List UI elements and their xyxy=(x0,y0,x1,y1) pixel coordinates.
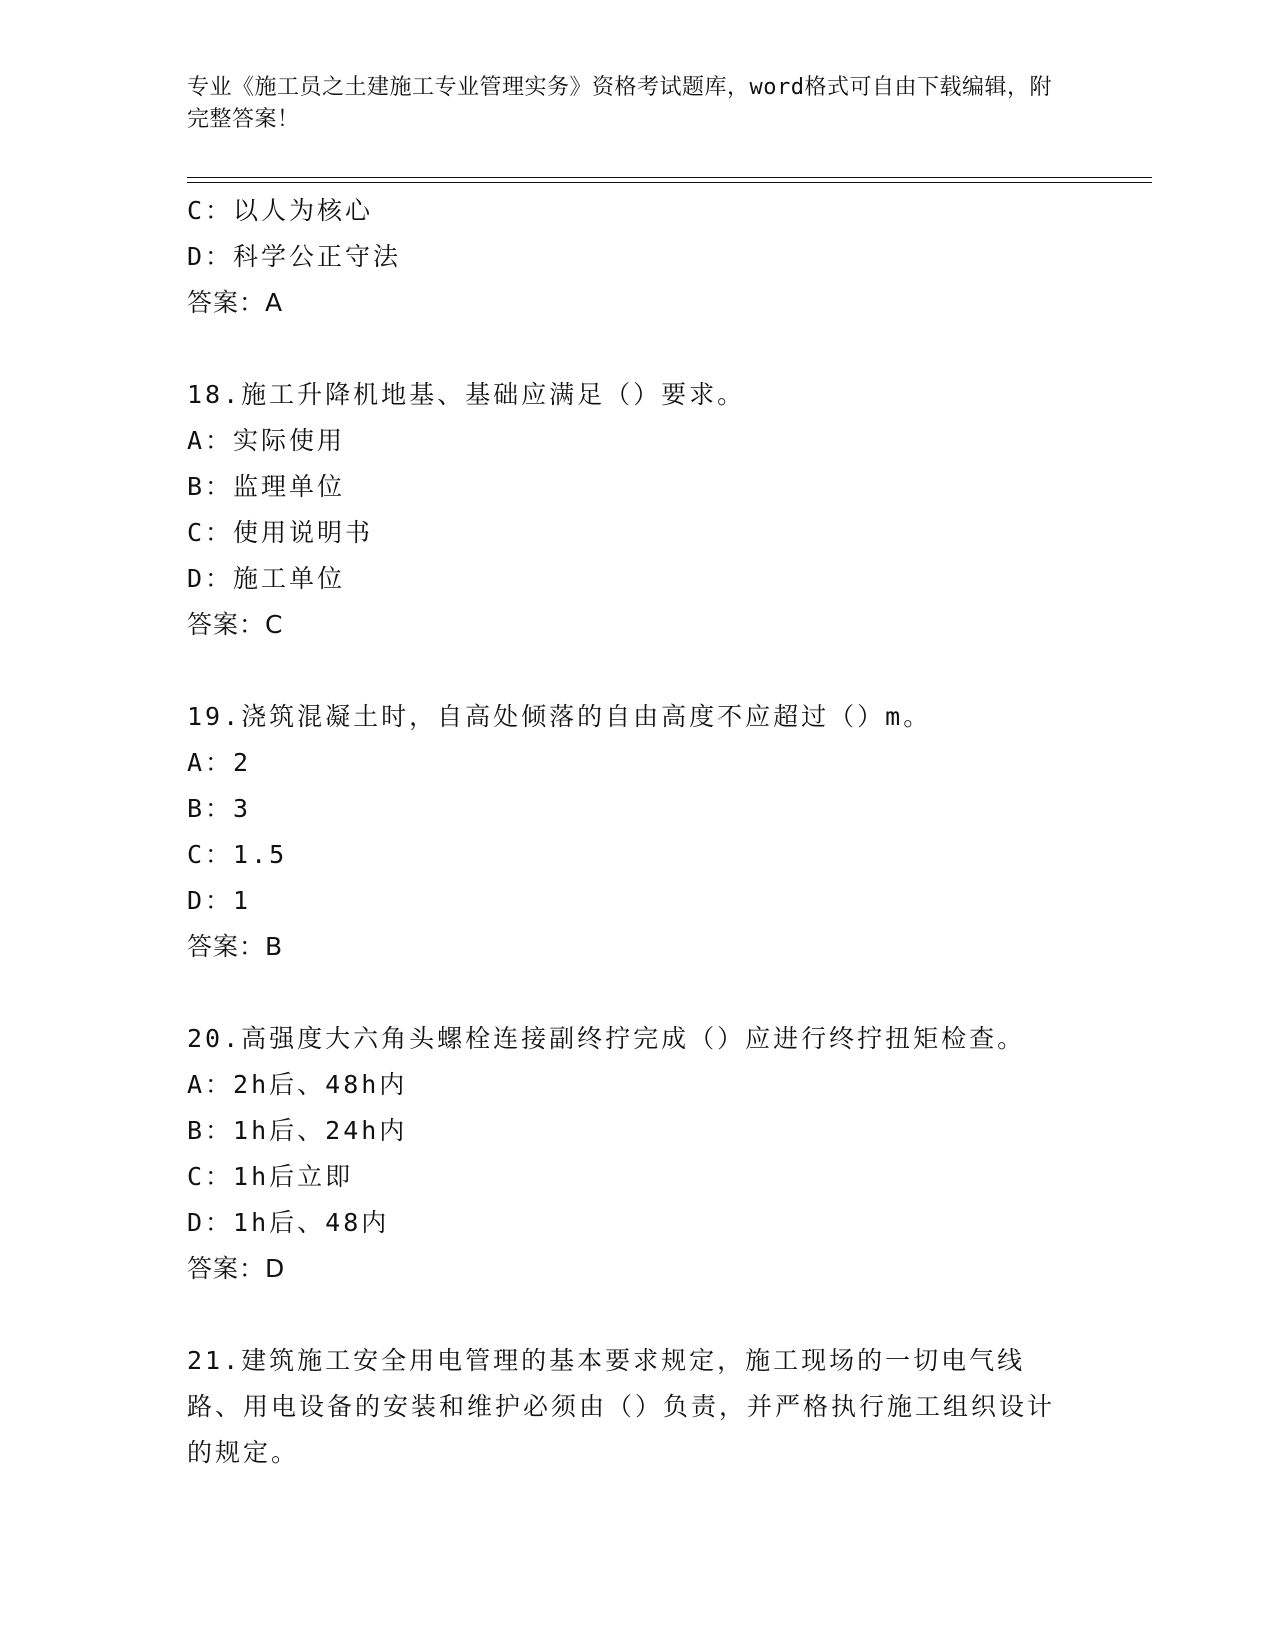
spacer xyxy=(187,970,1087,1016)
option-d: D：科学公正守法 xyxy=(187,242,402,271)
header-divider-top xyxy=(187,177,1152,178)
option-a: A：2 xyxy=(187,748,252,777)
question-17-block xyxy=(187,188,1087,326)
question-19-block xyxy=(187,694,1087,970)
option-c: C：使用说明书 xyxy=(187,518,374,547)
option-a: A：实际使用 xyxy=(187,426,346,455)
option-c: C：1.5 xyxy=(187,840,288,869)
answer-line: 答案：A xyxy=(187,288,284,317)
option-c: C：以人为核心 xyxy=(187,196,374,225)
spacer xyxy=(187,326,1087,372)
question-18-block xyxy=(187,372,1087,648)
question-text: 19.浇筑混凝土时，自高处倾落的自由高度不应超过（）m。 xyxy=(187,702,932,731)
question-text: 20.高强度大六角头螺栓连接副终拧完成（）应进行终拧扭矩检查。 xyxy=(187,1024,1026,1053)
answer-line: 答案：D xyxy=(187,1254,286,1283)
option-a: A：2h后、48h内 xyxy=(187,1070,408,1099)
question-21-block xyxy=(187,1338,1087,1476)
spacer xyxy=(187,648,1087,694)
question-list xyxy=(187,188,1087,1476)
question-text: 21.建筑施工安全用电管理的基本要求规定，施工现场的一切电气线路、用电设备的安装和维护必须由（）负责，并严格执行施工组织设计的规定。 xyxy=(187,1346,1056,1467)
document-header: 专业《施工员之土建施工专业管理实务》资格考试题库，word格式可自由下载编辑，附完整答案！ xyxy=(187,75,1052,132)
header-divider-bottom xyxy=(187,182,1152,183)
option-d: D：施工单位 xyxy=(187,564,346,593)
answer-line: 答案：C xyxy=(187,610,284,639)
option-d: D：1h后、48内 xyxy=(187,1208,390,1237)
spacer xyxy=(187,1292,1087,1338)
option-b: B：3 xyxy=(187,794,252,823)
question-20-block xyxy=(187,1016,1087,1292)
option-b: B：监理单位 xyxy=(187,472,346,501)
option-d: D：1 xyxy=(187,886,252,915)
question-text: 18.施工升降机地基、基础应满足（）要求。 xyxy=(187,380,746,409)
answer-line: 答案：B xyxy=(187,932,284,961)
option-b: B：1h后、24h内 xyxy=(187,1116,408,1145)
option-c: C：1h后立即 xyxy=(187,1162,354,1191)
